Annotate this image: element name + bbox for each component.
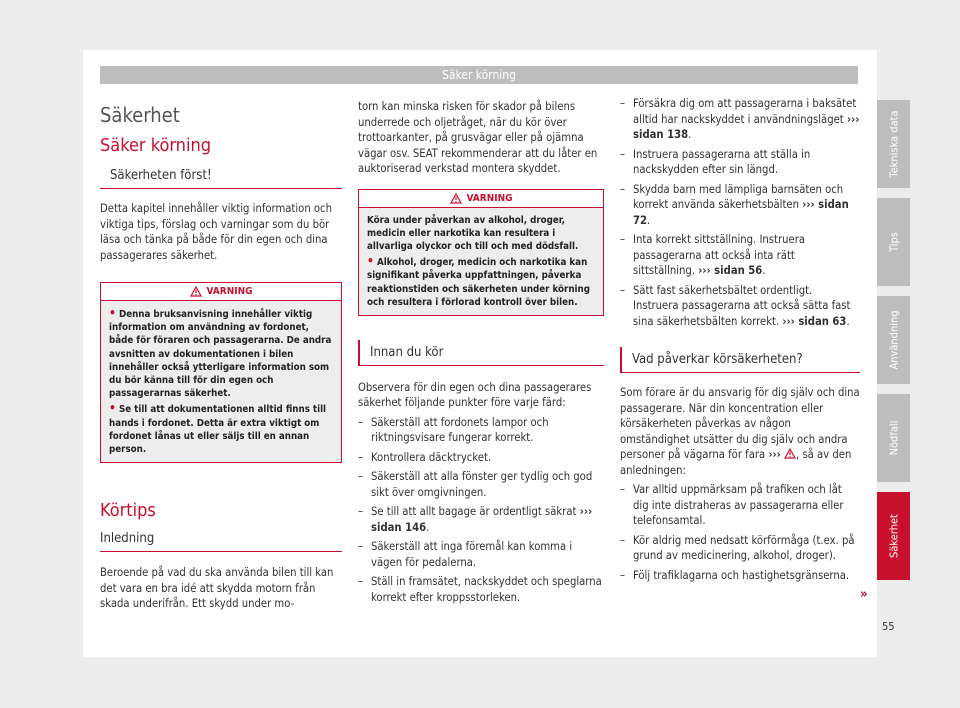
warning-box (358, 189, 604, 316)
tab-tips[interactable] (877, 198, 910, 286)
page-reference-link[interactable]: ››› sidan 56 (698, 264, 763, 277)
continue-arrow-icon: » (860, 587, 868, 602)
page-reference-link[interactable]: ››› sidan 63 (782, 314, 847, 328)
checklist (620, 96, 860, 329)
warning-header (101, 283, 341, 301)
tab-sakerhet[interactable] (877, 492, 910, 580)
tab-label: Användning (887, 310, 900, 370)
warning-paragraph: Köra under påverkan av alkohol, droger, medicin eller narkotika kan resultera i allvarliga olyckor och till och med dödsfall. (367, 214, 579, 252)
list-item: – Säkerställ att alla fönster ger tydlig och god sikt över omgivningen. (358, 469, 604, 500)
list-item-text: Skydda barn med lämpliga barnsäten och korrekt använda säkerhetsbälten (633, 182, 844, 211)
list-item: – Följ trafiklagarna och hastighetsgränserna. (620, 568, 860, 584)
list-item-text: Försäkra dig om att passagerarna i baksätet alltid har nackskyddet i användningsläget (633, 97, 857, 126)
list-item: – Skydda barn med lämpliga barnsäten och korrekt använda säkerhetsbälten ››› sidan 72. (620, 182, 860, 229)
tab-label: Tekniska data (887, 110, 900, 178)
intro-paragraph: Detta kapitel innehåller viktig information och viktiga tips, förslag och varningar som du bör läsa och tänka på både för din egen och dina passagerares säkerhet. (100, 202, 332, 262)
list-item: – Var alltid uppmärksam på trafiken och låt dig inte distraheras av passagerarna eller telefonsamtal. (620, 482, 860, 529)
body-paragraph: torn kan minska risken för skador på bilens underrede och oljetråget, när du kör över trottoarkanter, på grusvägar eller på ojämna vägar osv. SEAT rekommenderar att du låter en auktoriserad verkstad montera skyddet. (358, 100, 598, 175)
list-item: – Säkerställ att fordonets lampor och riktningsvisare fungerar korrekt. (358, 415, 604, 446)
running-header: Säker körning (100, 66, 858, 84)
tab-anvandning[interactable] (877, 296, 910, 384)
subsection-title: Säkerheten först! (100, 163, 342, 189)
body-paragraph: Beroende på vad du ska använda bilen till kan det vara en bra idé att skydda motorn från skada underifrån. Ett skydd under mo- (100, 566, 334, 611)
paragraph-text: , så av den anledningen: (620, 448, 852, 477)
list-item-text: Inta korrekt sittställning. Instruera passagerarna att också inta rätt sittställning. (633, 233, 805, 277)
warning-body (359, 208, 603, 315)
warning-item-text: Alkohol, droger, medicin och narkotika kan signifikant påverka uppfattningen, påverka reaktionstiden och säkerheten under körning och resultera i förlorad kontroll över bilen. (367, 257, 590, 308)
list-item: – Säkerställ att inga föremål kan komma i vägen för pedalerna. (358, 539, 604, 570)
list-item-text: Sätt fast säkerhetsbältet ordentligt. Instruera passagerarna att också sätta fast sina säkerhetsbälten korrekt. (633, 283, 851, 328)
warning-item (367, 255, 595, 309)
warning-header (359, 190, 603, 208)
section-title: Säker körning (100, 135, 211, 156)
subsection-title: Vad påverkar körsäkerheten? (620, 347, 860, 373)
tab-label: Tips (887, 232, 900, 252)
page-reference-link[interactable]: ››› sidan 138 (633, 112, 860, 141)
warning-title: VARNING (206, 286, 253, 297)
checklist (620, 482, 860, 583)
subsection-title: Innan du kör (358, 340, 604, 366)
warning-item-text: Se till att dokumentationen alltid finns till hands i fordonet. Detta är extra viktigt om fordonet lånas ut eller säljs till en annan person. (109, 404, 327, 456)
subsection-title-2: Inledning (100, 526, 342, 552)
tab-nodfall[interactable] (877, 394, 910, 482)
warning-reference-link[interactable]: ››› (768, 448, 781, 461)
warning-box (100, 282, 342, 463)
list-item-text: Se till att allt bagage är ordentligt säkrat (371, 505, 577, 519)
list-item: – Sätt fast säkerhetsbältet ordentligt. Instruera passagerarna att också sätta fast sina säkerhetsbälten korrekt. ››› sidan 63. (620, 283, 860, 330)
list-item: – Inta korrekt sittställning. Instruera passagerarna att också inta rätt sittställning. ››› sidan 56. (620, 232, 860, 279)
body-paragraph (620, 385, 860, 478)
warning-item (109, 307, 333, 400)
warning-item-text: Denna bruksanvisning innehåller viktig information om användning av fordonet, både för föraren och passagerarna. De andra avsnitten av dokumentationen i bilen innehåller också ytterligare information som du bör känna till för din egen och passagerarnas säkerhet. (109, 309, 332, 400)
page-number: 55 (882, 620, 895, 633)
list-item: – Kontrollera däcktrycket. (358, 450, 604, 466)
list-item: – Se till att allt bagage är ordentligt säkrat ››› sidan 146. (358, 504, 604, 535)
warning-triangle-icon (450, 193, 462, 204)
page-reference-link[interactable]: ››› sidan 72 (633, 198, 849, 227)
checklist (358, 415, 604, 606)
bullet-icon: • (367, 254, 374, 269)
chapter-title: Säkerhet (100, 103, 180, 127)
warning-item (109, 402, 333, 456)
paragraph-text: Som förare är du ansvarig för dig själv och dina passagerare. När din koncentration eller körsäkerheten påverkas av någon omständighet utsätter du dig själv och andra personer på vägarna för fara (620, 386, 860, 461)
bullet-icon: • (109, 306, 116, 320)
body-paragraph: Observera för din egen och dina passagerares säkerhet följande punkter före varje färd: (358, 380, 592, 410)
warning-triangle-icon (784, 448, 796, 459)
list-item: – Ställ in framsätet, nackskyddet och speglarna korrekt efter kroppsstorleken. (358, 574, 604, 605)
warning-title: VARNING (466, 192, 513, 204)
bullet-icon: • (109, 401, 116, 416)
tab-tekniska-data[interactable] (877, 100, 910, 188)
list-item: – Instruera passagerarna att ställa in nackskydden efter sin längd. (620, 147, 860, 178)
list-item: – Försäkra dig om att passagerarna i baksätet alltid har nackskyddet i användningsläget ››› sidan 138. (620, 96, 860, 143)
column-2 (358, 99, 604, 605)
column-1 (100, 96, 342, 612)
warning-body (101, 301, 341, 462)
page-reference-link[interactable]: ››› sidan 146 (371, 505, 593, 534)
list-item: – Kör aldrig med nedsatt körförmåga (t.ex. på grund av medicinering, alkohol, droger). (620, 533, 860, 564)
tab-label: Säkerhet (887, 514, 900, 558)
tab-label: Nödfall (887, 420, 900, 456)
column-3 (620, 96, 860, 583)
warning-triangle-icon (190, 286, 202, 297)
section-title-2: Körtips (100, 500, 156, 522)
